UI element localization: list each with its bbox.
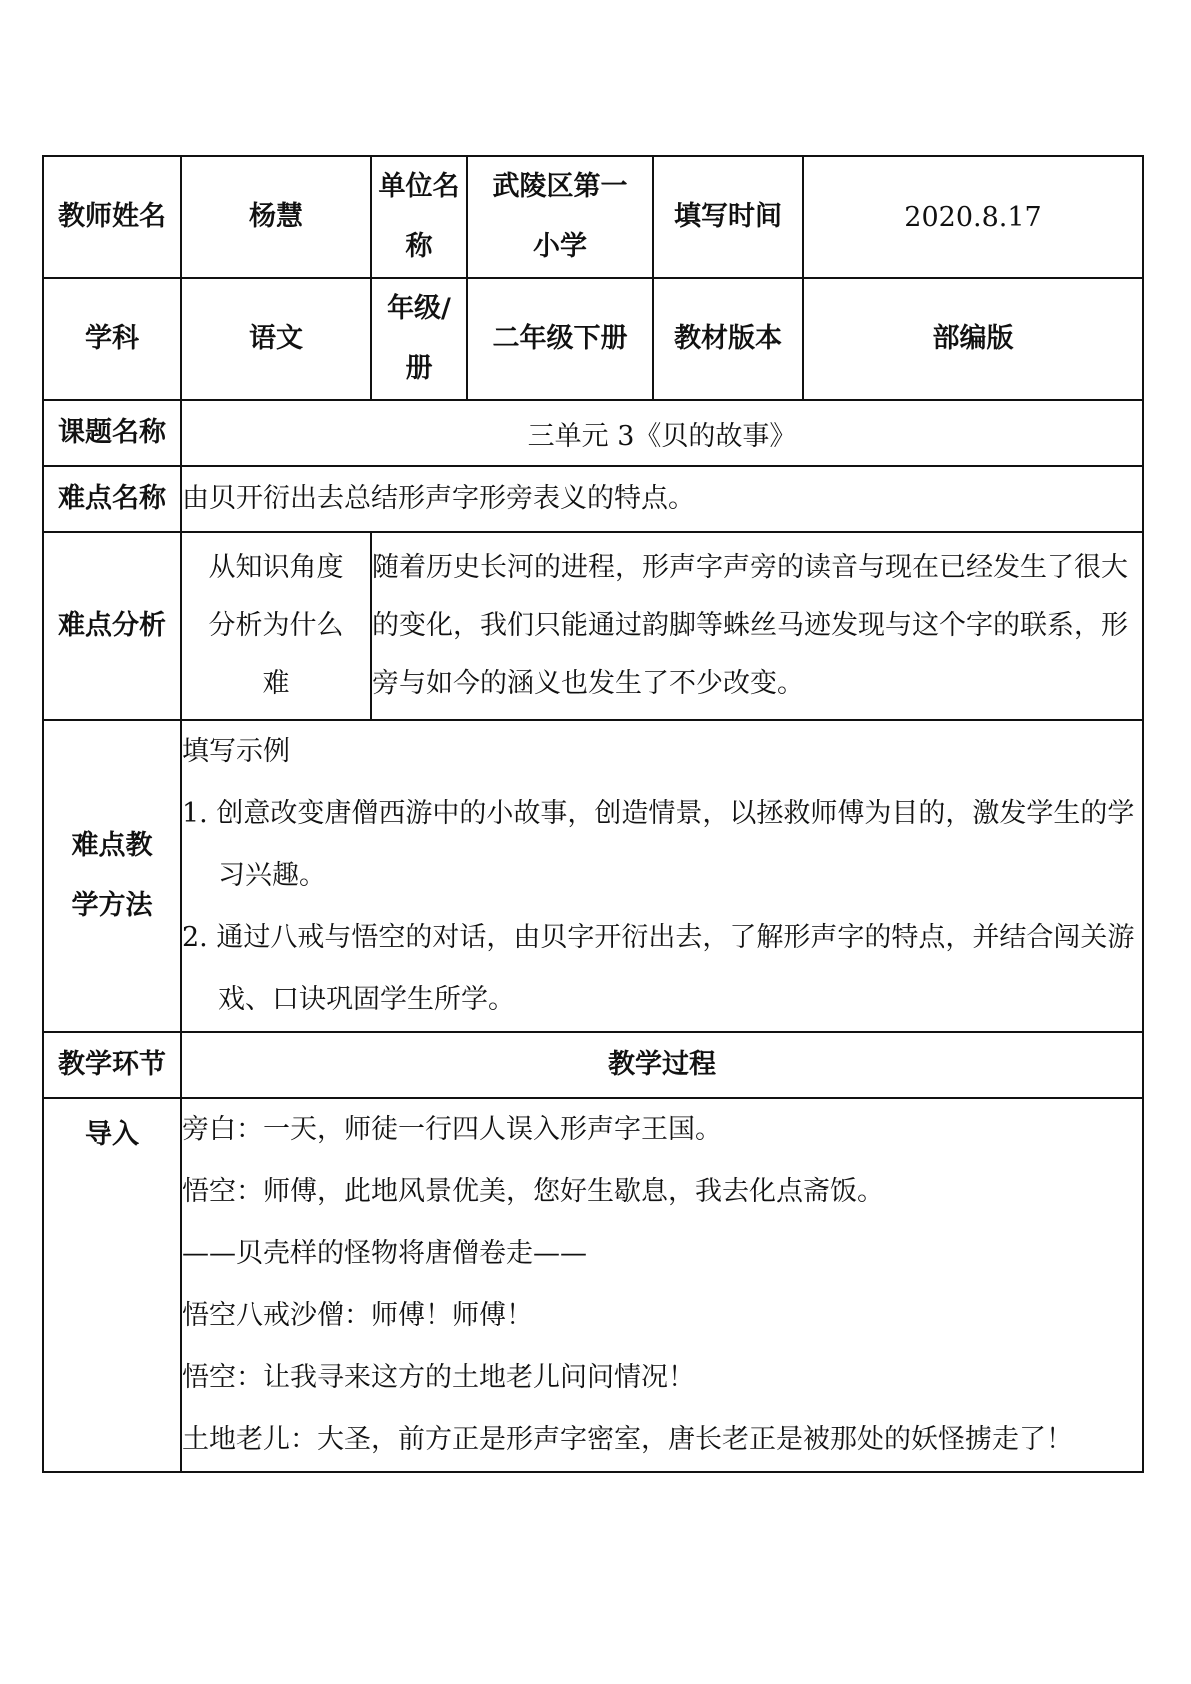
topic-row: [43, 400, 1143, 466]
difficulty-label: 难点名称: [43, 466, 181, 532]
analysis-value: 随着历史长河的进程，形声字声旁的读音与现在已经发生了很大的变化，我们只能通过韵脚等蛛丝马迹发现与这个字的联系，形旁与如今的涵义也发生了不少改变。: [371, 532, 1143, 720]
analysis-sub-label: 从知识角度分析为什么难: [181, 532, 371, 720]
difficulty-row: [43, 466, 1143, 532]
dialogue-line: 悟空：让我寻来这方的土地老儿问问情况！: [182, 1362, 695, 1393]
fill-date-value: 2020.8.17: [803, 156, 1143, 278]
method-row: [43, 720, 1143, 1032]
fill-date-label: 填写时间: [653, 156, 803, 278]
process-header-row: [43, 1032, 1143, 1098]
subject-value: 语文: [181, 278, 371, 400]
dialogue-line: 土地老儿：大圣，前方正是形声字密室，唐长老正是被那处的妖怪掳走了！: [182, 1424, 1073, 1455]
lesson-plan-sheet: [42, 155, 1142, 1473]
teacher-name-label: 教师姓名: [43, 156, 181, 278]
stage-header-label: 教学环节: [43, 1032, 181, 1098]
dialogue-line: ——贝壳样的怪物将唐僧卷走——: [182, 1238, 587, 1269]
method-label: 难点教学方法: [43, 720, 181, 1032]
grade-label: 年级/册: [371, 278, 467, 400]
teacher-row: [43, 156, 1143, 278]
dialogue-line: 悟空：师傅，此地风景优美，您好生歇息，我去化点斋饭。: [182, 1176, 884, 1207]
process-header-label: 教学过程: [181, 1032, 1143, 1098]
topic-value: 三单元 3《贝的故事》: [181, 400, 1143, 466]
subject-label: 学科: [43, 278, 181, 400]
analysis-row: [43, 532, 1143, 720]
grade-value: 二年级下册: [467, 278, 653, 400]
unit-name-label: 单位名称: [371, 156, 467, 278]
difficulty-value: 由贝开衍出去总结形声字形旁表义的特点。: [181, 466, 1143, 532]
analysis-label: 难点分析: [43, 532, 181, 720]
unit-name-value: 武陵区第一小学: [467, 156, 653, 278]
method-content: [181, 720, 1143, 1032]
intro-stage-content: [181, 1098, 1143, 1472]
intro-stage-label: 导入: [43, 1098, 181, 1472]
method-item: 2. 通过八戒与悟空的对话，由贝字开衍出去，了解形声字的特点，并结合闯关游戏、口诀巩固学生所学。: [182, 922, 1135, 1015]
dialogue-line: 旁白：一天，师徒一行四人误入形声字王国。: [182, 1114, 722, 1145]
dialogue-line: 悟空八戒沙僧：师傅！师傅！: [182, 1300, 533, 1331]
lesson-plan-table: [42, 155, 1144, 1473]
teacher-name-value: 杨慧: [181, 156, 371, 278]
subject-row: [43, 278, 1143, 400]
topic-label: 课题名称: [43, 400, 181, 466]
edition-label: 教材版本: [653, 278, 803, 400]
method-intro: 填写示例: [182, 736, 290, 767]
edition-value: 部编版: [803, 278, 1143, 400]
method-item: 1. 创意改变唐僧西游中的小故事，创造情景，以拯救师傅为目的，激发学生的学习兴趣。: [182, 798, 1135, 891]
intro-stage-row: [43, 1098, 1143, 1472]
